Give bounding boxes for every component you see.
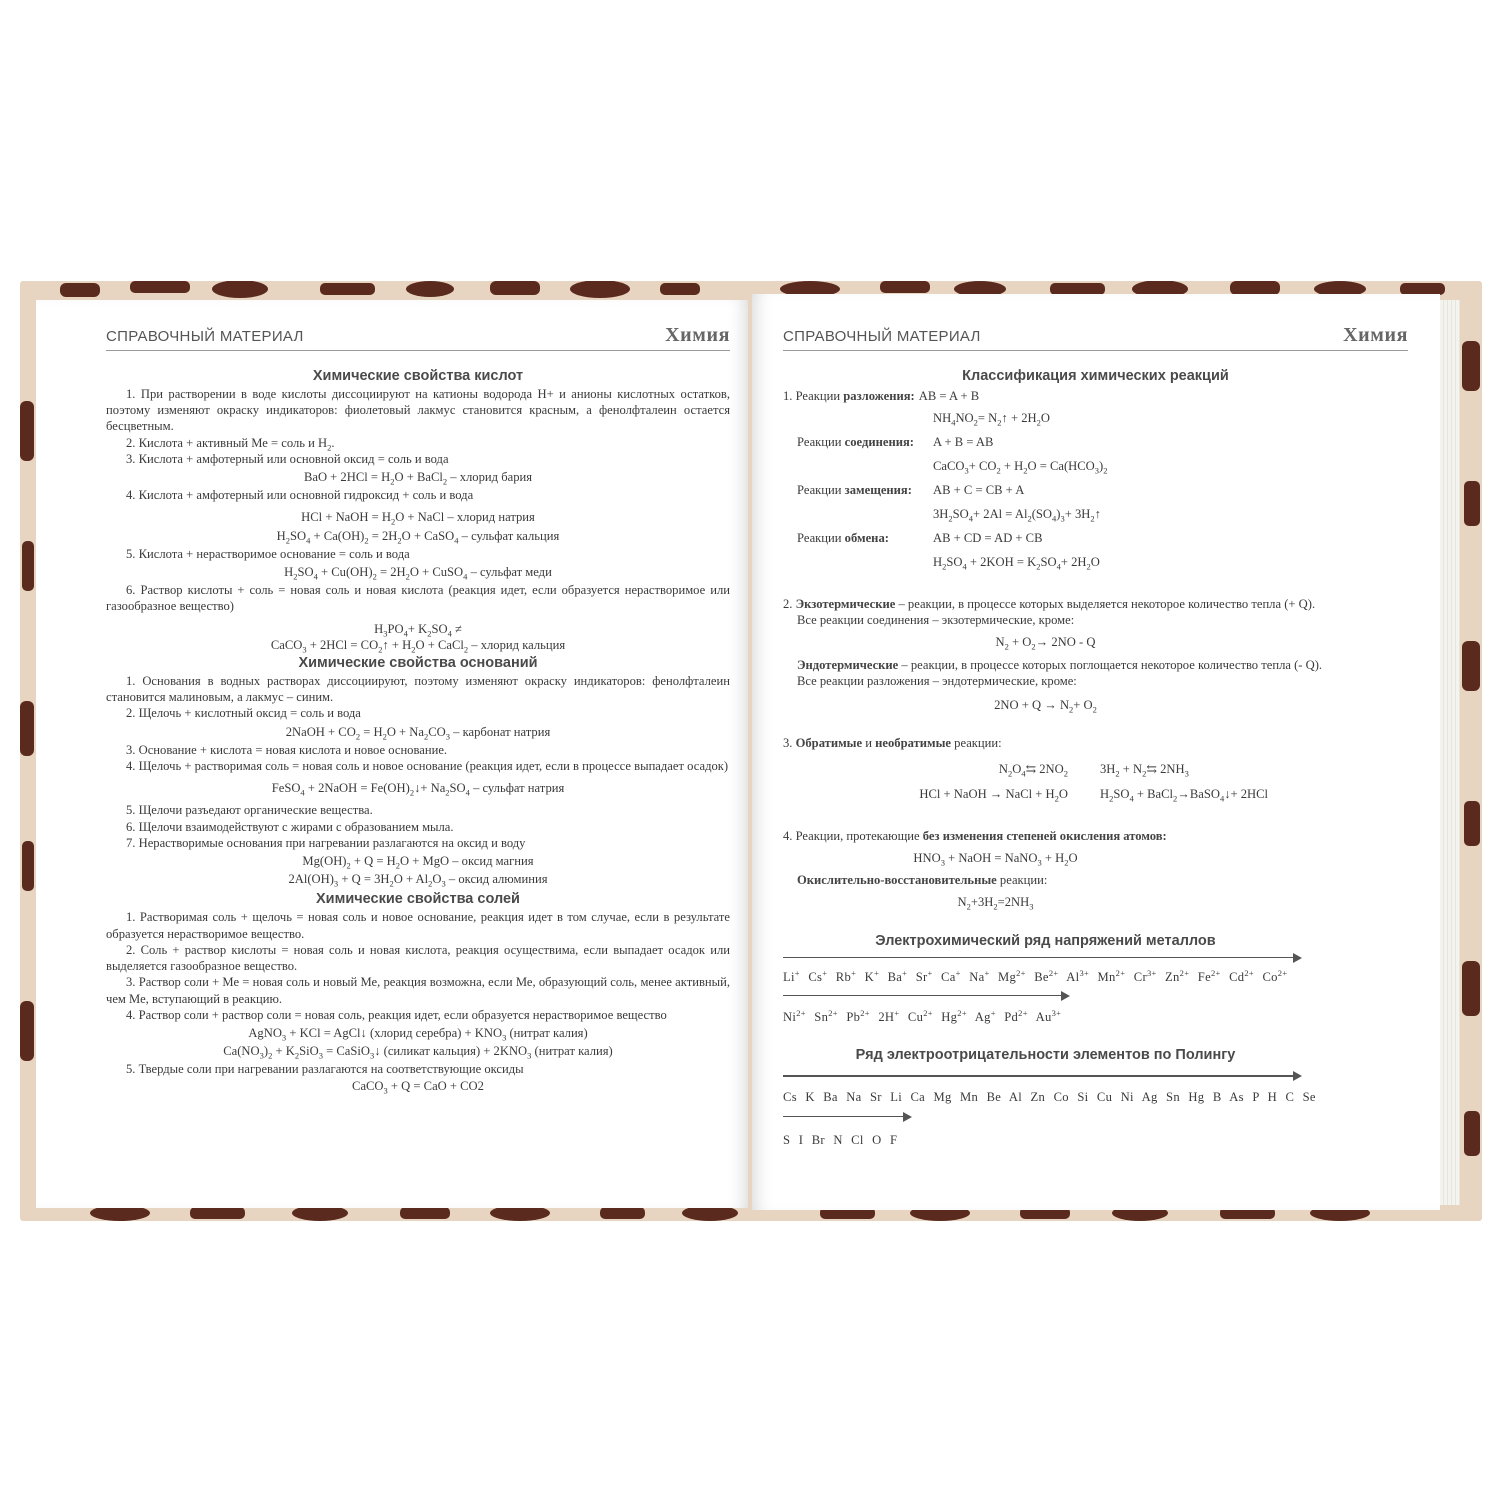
metals-series-row-1: Li+ Cs+ Rb+ K+ Ba+ Sr+ Ca+ Na+ $Mg^{2+}$ $Be^{2+}$ $Al^{3+}$ $Mn^{2+}$ $Cr^{3+}$ $Zn^{2+}$ $Fe^{2+}$ $Cd^{2+}$ $Co^{2+}$	[783, 967, 1288, 984]
metals-series-row-2: $Ni^{2+}$ $Sn^{2+}$ $Pb^{2+}$ 2H+ $Cu^{2+}$ $Hg^{2+}$ Ag+ $Pd^{2+}$ $Au^{3+}$	[783, 1007, 1062, 1025]
bases-p6: 6. Щелочи взаимодействуют с жирами с образованием мыла.	[126, 819, 454, 834]
formula-nh4no2: $NH_4NO_2=$ $N_2↑ + 2H_2O$	[933, 411, 1050, 428]
acids-p1: 1. При растворении в воде кислоты диссоциируют на катионы водорода H+ и анионы кислотных остатков, поэтому изменяют окраску индикаторов: фиолетовый лакмус становится красным, а фенолфталеин остается бесцветным.	[106, 387, 730, 434]
formula-h3po4: $H_3PO_4+ K_2SO_4$ ≠	[374, 621, 462, 639]
reversible-text: 3. Обратимые и необратимые реакции:	[783, 736, 1002, 751]
pauling-arrow-2	[783, 1112, 1408, 1122]
exothermic-note: Все реакции соединения – экзотермические, кроме:	[797, 613, 1075, 628]
formula-bao: BaO + $2HCl = H_2O$ + BaCl$_2$ – хлорид бария	[303, 470, 533, 487]
left-column	[106, 366, 730, 1094]
metals-series-title: Электрохимический ряд напряжений металлов	[875, 932, 1216, 949]
pauling-title: Ряд электроотрицательности элементов по Полингу	[855, 1047, 1236, 1064]
formula-h2so4-bacl2: $H_2SO_4$ + BaCl$_2$→BaSO$_4$↓+ 2HCl	[1100, 786, 1269, 804]
right-column	[783, 366, 1408, 1148]
formula-h2so4-koh: $H_2SO_4 + 2KOH = K_2SO_4+ 2H_2O$	[933, 555, 1100, 572]
formula-caco3-co2: CaCO$_3$+ $CO_2 + H_2O = Ca(HCO_3)_2$	[933, 459, 1108, 476]
right-page-header	[783, 326, 1408, 351]
section-label: СПРАВОЧНЫЙ МАТЕРИАЛ	[106, 328, 304, 345]
formula-h2so4-cuoh: $H_2SO_4 + Cu(OH)_2 = 2H_2O$ + CuSO$_4$ – сульфат меди	[284, 565, 552, 582]
salts-p2: 2. Соль + раствор кислоты = новая соль и новая кислота, реакция осуществима, если выпадает осадок или выделяется газообразное вещество.	[106, 942, 730, 974]
bases-p1: 1. Основания в водных растворах диссоциируют, поэтому изменяют окраску индикаторов: фенолфталеин становится малиновым, а лакмус – синим.	[106, 674, 730, 705]
salts-p5: 5. Твердые соли при нагревании разлагаются на соответствующие оксиды	[126, 1062, 524, 1077]
subject-label: Химия	[1343, 324, 1408, 346]
no-oxidation-text: 4. Реакции, протекающие без изменения степеней окисления атомов:	[783, 828, 1167, 843]
formula-cano3: $Ca(NO_3)_2 + K_2SiO_3$ = CaSiO$_3$↓ (силикат кальция) + $2KNO_3$ (нитрат калия)	[223, 1044, 613, 1061]
formula-h2so4-al: $3H_2SO_4+ 2Al = Al_2(SO_4)_3+$ $3H_2↑$	[933, 507, 1101, 524]
acids-p3: 3. Кислота + амфотерный или основной оксид = соль и вода	[126, 451, 449, 466]
endothermic-note: Все реакции разложения – эндотермические, кроме:	[797, 673, 1077, 688]
section-label: СПРАВОЧНЫЙ МАТЕРИАЛ	[783, 328, 981, 345]
formula-3h2-n2: $3H_2$ + $N_2⇆$ $2NH_3$	[1100, 762, 1189, 779]
salts-p1: 1. Растворимая соль + щелочь = новая соль и новое основание, реакция идет в том случае, если в результате образуется нерастворимое вещество.	[106, 910, 730, 941]
formula-h2so4-caoh: $H_2SO_4 + Ca(OH)_2 = 2H_2O$ + CaSO$_4$ – сульфат кальция	[276, 528, 560, 546]
salts-p3: 3. Раствор соли + Ме = новая соль и новый Ме, реакция возможна, если Ме, образующий соль, менее активный, чем Ме, вступающий в реакцию.	[106, 975, 730, 1006]
formula-naoh-co2: 2NaOH + $CO_2 = H_2O + Na_2CO_3$ – карбонат натрия	[285, 724, 551, 742]
pauling-row-2: S I Br N Cl O F	[783, 1132, 898, 1147]
metals-arrow-1	[783, 953, 1408, 963]
bases-p4: 4. Щелочь + растворимая соль = новая соль и новое основание (реакция идет, если в процессе выпадает осадок)	[126, 759, 729, 774]
reaction-combination: Реакции соединения: A + B = AB	[797, 434, 994, 449]
acids-p4: 4. Кислота + амфотерный или основной гидроксид + соль и вода	[126, 488, 474, 503]
salts-p4: 4. Раствор соли + раствор соли = новая соль, реакция идет, если образуется нерастворимое вещество	[126, 1007, 667, 1022]
classification-title: Классификация химических реакций	[962, 368, 1229, 384]
salts-title: Химические свойства солей	[316, 891, 520, 908]
reaction-exchange: Реакции обмена: AB + CD = AD + CB	[797, 530, 1043, 545]
formula-hcl-naoh: HCl + NaOH = $H_2O$ + NaCl – хлорид натрия	[301, 510, 535, 527]
acids-title: Химические свойства кислот	[312, 368, 524, 384]
bases-p3: 3. Основание + кислота = новая кислота и новое основание.	[126, 742, 448, 757]
page-edges	[1440, 300, 1460, 1205]
formula-caco3-hcl: CaCO$_3$ + $2HCl = CO_2↑ + H_2O$ + CaCl$_2$ – хлорид кальция	[270, 637, 566, 655]
formula-n2o4: $N_2O_4⇆$ $2NO_2$	[998, 762, 1068, 779]
reversible-formulas	[783, 761, 1408, 804]
formula-aloh: $2Al(OH)_3 + Q = 3H_2O + Al_2O_3$ – оксид алюминия	[288, 872, 548, 889]
formula-agno3: AgNO$_3$ + KCl = AgCl↓ (хлорид серебра) + $KNO_3$ (нитрат калия)	[248, 1025, 588, 1043]
bases-p2: 2. Щелочь + кислотный оксид = соль и вода	[126, 706, 361, 721]
bases-p7: 7. Нерастворимые основания при нагревании разлагаются на оксид и воду	[126, 835, 526, 850]
formula-hcl-naoh-r: HCl + NaOH → NaCl + $H_2O$	[919, 786, 1068, 804]
formula-feso4: FeSO$_4$ + 2NaOH = $Fe(OH)_2↓+ Na_2SO_4$ – сульфат натрия	[271, 781, 565, 798]
acids-p6: 6. Раствор кислоты + соль = новая соль и новая кислота (реакция идет, если образуется нерастворимое или газообразное вещество)	[106, 583, 730, 614]
acids-p5: 5. Кислота + нерастворимое основание = соль и вода	[126, 546, 410, 561]
left-page-header	[106, 326, 730, 351]
pauling-arrow-1	[783, 1071, 1408, 1081]
formula-2no-q: $2NO + Q \to N_2+ O_2$	[994, 698, 1097, 715]
formula-hno3-naoh: $HNO_3$ + NaOH = NaNO$_3$ + $H_2O$	[913, 851, 1078, 868]
reaction-decomposition: 1. Реакции разложения: AB = A + B	[783, 388, 980, 403]
metals-arrow-2	[783, 991, 1408, 1001]
bases-p5: 5. Щелочи разъедают органические вещества.	[126, 803, 373, 818]
exothermic-text: 2. Экзотермические – реакции, в процессе которых выделяется некоторое количество тепла (+ Q).	[783, 597, 1316, 611]
endothermic-text: Эндотермические – реакции, в процессе которых поглощается некоторое количество тепла (- Q).	[797, 657, 1323, 672]
acids-p2: 2. Кислота + активный Ме = соль и $H_2$.	[126, 435, 335, 453]
formula-n2-3h2: $N_2+3H_2=2NH_3$	[957, 895, 1034, 912]
formula-mgoh: $Mg(OH)_2 + Q = H_2O$ + MgO – оксид магния	[302, 854, 534, 871]
formula-n2-o2: $N_2 + O_2\to 2NO - Q$	[995, 635, 1096, 652]
redox-text: Окислительно-восстановительные реакции:	[797, 873, 1048, 888]
subject-label: Химия	[665, 324, 730, 346]
formula-caco3-q: CaCO$_3$ + Q = CaO + CO2	[352, 1078, 484, 1096]
reaction-substitution: Реакции замещения: AB + C = CB + A	[797, 482, 1025, 497]
pauling-row-1: Cs K Ba Na Sr Li Ca Mg Mn Be Al Zn Co Si Cu Ni Ag Sn Hg B As P H C Se	[783, 1090, 1316, 1105]
bases-title: Химические свойства оснований	[298, 655, 538, 672]
